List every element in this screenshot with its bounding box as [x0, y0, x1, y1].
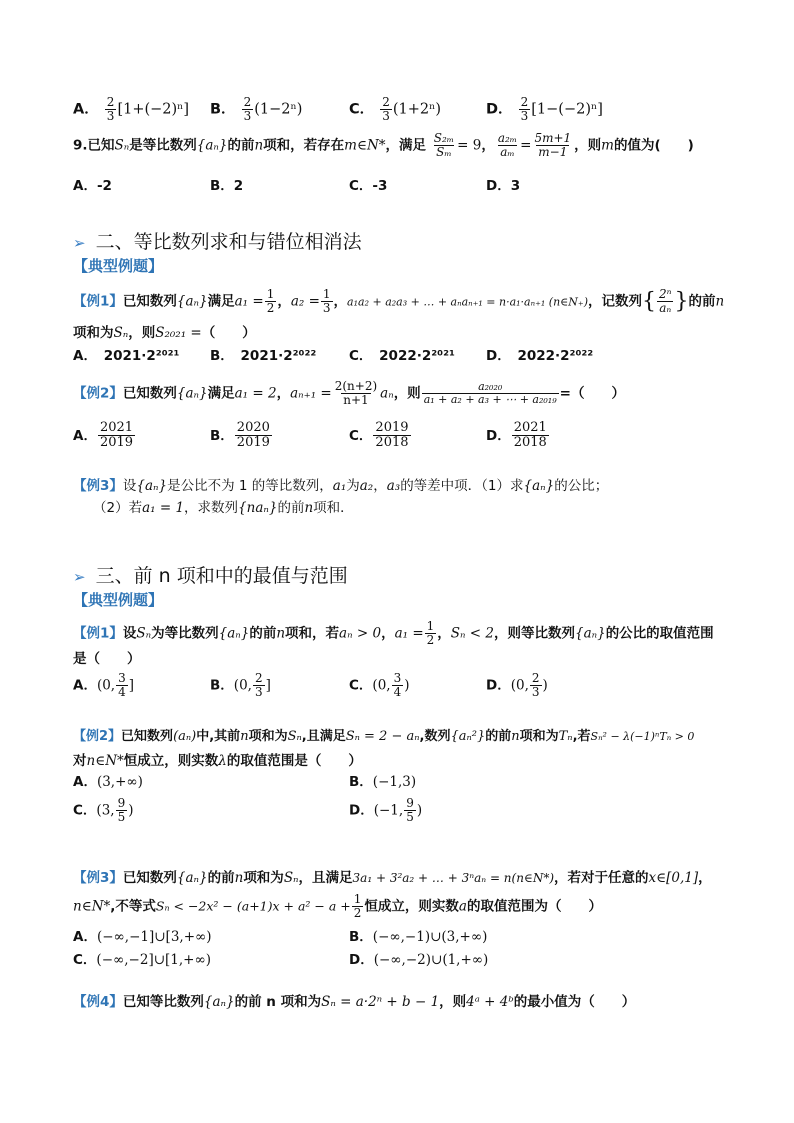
- example-2-option-a[interactable]: A． $\frac{2021}{2019}$: [73, 420, 134, 451]
- example-2-option-c[interactable]: C．(3, $\frac{9}{5}$ ): [73, 796, 134, 825]
- section-3-heading: [73, 561, 348, 588]
- example-1-stem-line2: 项和为Sₙ，则S₂₀₂₁ =（ ）: [73, 325, 256, 341]
- option-letter: D．: [486, 101, 513, 118]
- example-2-stem: 【例2】已知数列{aₙ}满足a₁ = 2，aₙ₊₁ = $\frac{2(n+2)}{n+1}$ aₙ，则 $\frac{\text{a₂₀₂₀}}{\text{a₁ + a₂ + a₃ + ⋯ + a₂₀₁₉}}$ =（ ）: [73, 379, 625, 408]
- example-label: 【例3】: [73, 478, 123, 494]
- q8-option-d[interactable]: [486, 96, 603, 123]
- example-label: 【例4】: [73, 994, 123, 1010]
- fraction: $\frac{2}{3}$: [520, 95, 529, 124]
- example-3-option-c[interactable]: C．(−∞,−2]∪[1,+∞): [73, 952, 211, 968]
- example-1-option-c[interactable]: C．(0, $\frac{3}{4}$ ): [349, 671, 410, 700]
- example-label: 【例1】: [73, 625, 123, 642]
- example-1-option-b[interactable]: B．(0, $\frac{2}{3}$ ]: [210, 671, 271, 700]
- example-3-stem-line2: （2）若a₁ = 1，求数列{naₙ}的前n项和．: [93, 500, 354, 516]
- q8-option-c[interactable]: [349, 96, 441, 123]
- example-2-option-b[interactable]: B． $\frac{2020}{2019}$: [210, 420, 270, 451]
- arrow-bullet-icon: ➢: [73, 234, 86, 252]
- q8-option-b[interactable]: [210, 96, 302, 123]
- fraction-5m: $\frac{5m+1}{m-1}$: [534, 131, 572, 160]
- question-9-stem: 9.已知Sₙ是等比数列{aₙ}的前n项和，若存在m∈N*，满足 $\frac{\text{S₂ₘ}}{\text{Sₘ}}$ = 9， $\frac{\text{a₂ₘ}}{\text{aₘ}}$ = $\frac{5m+1}{m-1}$ ，则m的值为( ): [73, 131, 694, 160]
- example-1-stem: 【例1】设Sₙ为等比数列{aₙ}的前n项和，若aₙ > 0，a₁ = $\frac{1}{2}$ ，Sₙ < 2，则等比数列{aₙ}的公比的取值范围: [73, 619, 714, 648]
- example-2-option-c[interactable]: C． $\frac{2019}{2018}$: [349, 420, 409, 451]
- fraction-a2m-am: $\frac{\text{a₂ₘ}}{\text{aₘ}}$: [497, 131, 518, 160]
- q9-option-a[interactable]: A．-2: [73, 178, 112, 194]
- q9-option-c[interactable]: C．-3: [349, 178, 388, 194]
- example-1-option-a[interactable]: A．(0, $\frac{3}{4}$ ]: [73, 671, 135, 700]
- option-value: (1−2ⁿ): [254, 101, 303, 118]
- example-label: 【例2】: [73, 729, 122, 744]
- section-tag: 【典型例题】: [73, 257, 164, 275]
- q8-option-a[interactable]: [73, 96, 189, 123]
- example-label: 【例3】: [73, 870, 123, 886]
- example-2-option-b[interactable]: B．(−1,3): [349, 774, 417, 790]
- example-3-stem: 【例3】设{aₙ}是公比不为 1 的等比数列，a₁为a₂，a₃的等差中项．（1）求{aₙ}的公比；: [73, 478, 609, 494]
- example-2-option-a[interactable]: A．(3,+∞): [73, 774, 143, 790]
- example-3-option-d[interactable]: D．(−∞,−2)∪(1,+∞): [349, 952, 489, 968]
- example-1-stem: 【例1】已知数列{aₙ}满足a₁ = $\frac{1}{2}$ ，a₂ = $\frac{1}{3}$ ，a₁a₂ + a₂a₃ + … + aₙaₙ₊₁ = n·a₁·aₙ₊₁ (n∈N₊)，记数列{ $\frac{\text{2ⁿ}}{\text{aₙ}}$ }的前n: [73, 287, 725, 316]
- option-value: [1−(−2)ⁿ]: [531, 101, 603, 118]
- fraction: $\frac{2}{3}$: [106, 95, 115, 124]
- section-title: 二、等比数列求和与错位相消法: [95, 231, 362, 253]
- arrow-bullet-icon: ➢: [73, 568, 86, 586]
- example-2-option-d[interactable]: D．(−1, $\frac{9}{5}$ ): [349, 796, 423, 825]
- section-2-heading: [73, 227, 362, 254]
- example-3-stem-line2: n∈N*,不等式Sₙ < −2x² − (a+1)x + a² − a + $\frac{1}{2}$ 恒成立，则实数a的取值范围为（ ）: [73, 892, 602, 921]
- example-2-stem: 【例2】已知数列(aₙ)中,其前n项和为Sₙ,且满足Sₙ = 2 − aₙ,数列{aₙ²}的前n项和为Tₙ,若Sₙ² − λ(−1)ⁿTₙ > 0: [73, 729, 695, 744]
- fraction: $\frac{2}{3}$: [382, 95, 390, 124]
- option-letter: A．: [73, 101, 99, 118]
- example-3-option-b[interactable]: B．(−∞,−1)∪(3,+∞): [349, 929, 488, 945]
- example-1-option-b[interactable]: B． 2021·2²⁰²²: [210, 348, 317, 364]
- q9-option-d[interactable]: D．3: [486, 178, 521, 194]
- option-letter: B．: [210, 101, 236, 118]
- option-value: (1+2ⁿ): [392, 101, 442, 118]
- example-1-option-d[interactable]: D． 2022·2²⁰²²: [486, 348, 594, 364]
- example-1-option-c[interactable]: C． 2022·2²⁰²¹: [349, 348, 455, 364]
- example-3-stem: 【例3】已知数列{aₙ}的前n项和为Sₙ，且满足3a₁ + 3²a₂ + … + 3ⁿaₙ = n(n∈N*)，若对于任意的x∈[0,1]，: [73, 870, 712, 886]
- example-3-option-a[interactable]: A．(−∞,−1]∪[3,+∞): [73, 929, 212, 945]
- section-tag: 【典型例题】: [73, 591, 164, 609]
- option-value: [1+(−2)ⁿ]: [117, 101, 190, 118]
- example-4-stem: 【例4】已知等比数列{aₙ}的前 n 项和为Sₙ = a·2ⁿ + b − 1，则4ᵃ + 4ᵇ的最小值为（ ）: [73, 994, 636, 1010]
- fraction-s2m-sm: $\frac{\text{S₂ₘ}}{\text{Sₘ}}$: [433, 131, 455, 160]
- option-letter: C．: [349, 101, 375, 118]
- example-1-option-d[interactable]: D．(0, $\frac{2}{3}$ ): [486, 671, 548, 700]
- example-label: 【例1】: [73, 293, 123, 310]
- example-1-option-a[interactable]: A． 2021·2²⁰²¹: [73, 348, 180, 364]
- example-label: 【例2】: [73, 385, 123, 402]
- example-1-stem-line2: 是（ ）: [73, 651, 141, 667]
- fraction: $\frac{2}{3}$: [243, 95, 252, 124]
- q9-option-b[interactable]: B．2: [210, 178, 244, 194]
- example-2-option-d[interactable]: D． $\frac{2021}{2018}$: [486, 420, 547, 451]
- example-2-stem-line2: 对n∈N*恒成立，则实数λ的取值范围是（ ）: [73, 753, 362, 769]
- section-title: 三、前 n 项和中的最值与范围: [95, 565, 348, 587]
